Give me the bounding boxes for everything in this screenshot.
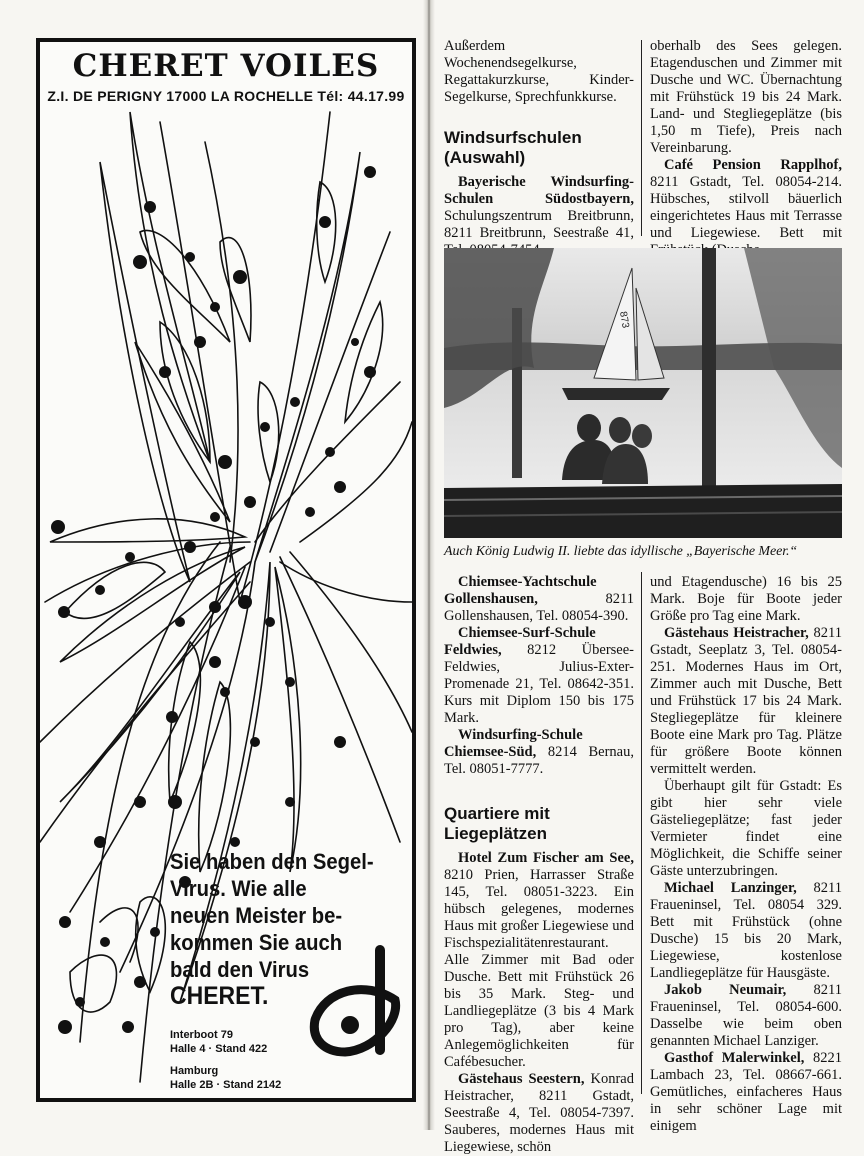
listing-name: Gästehaus Heistracher,: [664, 625, 809, 641]
listing-name: Gästehaus Seestern,: [458, 1071, 585, 1087]
listing-text: 8211 Gstadt, Seeplatz 3, Tel. 08054-251. Modernes Haus im Ort, Zimmer auch mit Dusche, Bett und Frühstück 17 bis 24 Mark. Stegliegeplätze für kleinere Boote eine Mark pro Tag. Plätze für größere Boote können vermittelt werden.: [650, 625, 842, 777]
listing-entry: [650, 157, 842, 259]
sail-number: 873: [617, 310, 631, 329]
paragraph: Überhaupt gilt für Gstadt: Es gibt hier sehr viele Gästeliegeplätze; fast jeder Vermieter findet eine Möglichkeit, die Schiffe seiner Gäste unterzubringen.: [650, 778, 842, 879]
article-column-1: [444, 38, 634, 259]
cheret-logo: [305, 940, 405, 1065]
ad-brand-name: CHERET VOILES: [72, 48, 380, 84]
listing-entry: [444, 574, 634, 625]
article-column-2: [650, 38, 842, 241]
listing-entry: [444, 850, 634, 1071]
photo-caption: Auch König Ludwig II. liebte das idyllische „Bayerische Meer.“: [444, 544, 798, 559]
ad-fair-interboot: [170, 1028, 267, 1056]
section-heading: Quartiere mit Liegeplätzen: [444, 804, 550, 843]
listing-text: 8214 Bernau, Tel. 08051-7777.: [444, 744, 634, 777]
listing-text: 8211 Fraueninsel, Tel. 08054 329. Bett mit Frühstück (ohne Dusche) 15 bis 20 Mark, Liegewiese, kostenlose Landliegeplätze für Hausgäste.: [650, 880, 843, 981]
listing-text: Konrad Heistracher, 8211 Gstadt, Seestraße 4, Tel. 08054-7397. Sauberes, modernes Haus mit Liegewiese, schön: [444, 1071, 634, 1155]
listing-text: 8212 Übersee-Feldwies, Julius-Exter-Promenade 21, Tel. 08642-351. Kurs mit Diplom 150 bis 175 Mark.: [444, 642, 634, 726]
ad-fair-name: Hamburg: [170, 1065, 219, 1077]
ad-address: Z.I. DE PERIGNY 17000 LA ROCHELLE Tél: 44.17.99: [47, 88, 405, 104]
column-rule: [641, 572, 642, 1094]
listing-entry: [650, 1050, 842, 1135]
book-gutter: [423, 0, 435, 1130]
listing-entry: [444, 625, 634, 727]
ad-fair-name: Interboot 79: [170, 1029, 233, 1041]
ad-slogan-brand: CHERET.: [170, 982, 269, 1010]
listing-text: 8211 Gollenshausen, Tel. 08054-390.: [444, 591, 634, 624]
listing-name: Jakob Neumair,: [664, 982, 787, 998]
listing-name: Windsurfing-Schule Chiemsee-Süd,: [444, 727, 583, 760]
listing-entry: [650, 982, 842, 1050]
ad-slogan-line: Virus. Wie alle: [170, 876, 307, 901]
paragraph: und Etagendusche) 16 bis 25 Mark. Boje für Boote jeder Größe pro Tag eine Mark.: [650, 574, 842, 624]
listing-entry: [444, 174, 634, 259]
listing-text: 8211 Gstadt, Tel. 08054-214. Hübsches, stilvoll bäuerlich eingerichtetes Haus mit Terrasse und Liegewiese. Bett mit: [650, 174, 842, 241]
section-heading: Windsurfschulen (Auswahl): [444, 128, 582, 167]
listing-entry: [650, 880, 842, 982]
listing-entry: [444, 1071, 634, 1156]
listing-name: Bayerische Windsurfing-Schulen Südostbayern,: [444, 174, 634, 207]
listing-text: 8211 Fraueninsel, Tel. 08054-600. Dasselbe wie beim oben genannten Michael Lanziger.: [650, 982, 842, 1049]
listing-name: Café Pension Rapplhof,: [664, 157, 842, 173]
ad-fair-hamburg: [170, 1064, 281, 1092]
ad-slogan-line: neuen Meister be-: [170, 903, 343, 928]
listing-name: Chiemsee-Surf-Schule Feldwies,: [444, 625, 596, 658]
ad-slogan-line: kommen Sie auch: [170, 930, 343, 955]
lake-photo: [444, 248, 842, 538]
paragraph: Außerdem Wochenendsegelkurse, Regattakurzkurse, Kinder-Segelkurse, Sprechfunkkurse.: [444, 38, 634, 105]
listing-text: 8221 Lambach 23, Tel. 08667-661. Gemütliches, einfacheres Haus in sehr schöner Lage mit einigem: [650, 1050, 843, 1134]
lake-photo-image: [444, 248, 842, 538]
paragraph: oberhalb des Sees gelegen. Etagenduschen und Zimmer mit Dusche und WC. Übernachtung mit Frühstück 19 bis 24 Mark. Land- und Stegliegeplätze (bis 1,50 m Tiefe), Preis nach Vereinbarung.: [650, 38, 842, 156]
ad-slogan-line: bald den Virus: [170, 957, 310, 982]
listing-name: Hotel Zum Fischer am See,: [458, 850, 634, 866]
article-column-3: [444, 574, 634, 1156]
listing-text: 8210 Prien, Harrasser Straße 145, Tel. 08051-3223. Ein hübsch gelegenes, modernes Haus mit großer Liegewiese und Fischspezialitätenrestaurant. Alle Zimmer mit Bad oder Dusche. Bett mit Frühstück 26 bis 35 Mark. Steg- und Landliegeplätze (3 bis 4 Mark pro Tag), aber keine Anlegemöglichkeiten für Cafébesucher.: [444, 867, 634, 1070]
ad-slogan-line: Sie haben den Segel-: [170, 849, 374, 874]
listing-entry: [650, 625, 842, 778]
cheret-advertisement: [36, 38, 416, 1102]
article-column-4: [650, 574, 842, 1135]
listing-text: Schulungszentrum Breitbrunn, 8211 Breitbrunn, Seestraße 41,: [444, 208, 634, 241]
listing-name: Gasthof Malerwinkel,: [664, 1050, 805, 1066]
listing-entry: [444, 727, 634, 778]
listing-name: Michael Lanzinger,: [664, 880, 797, 896]
ad-fair-detail: Halle 2B · Stand 2142: [170, 1079, 282, 1091]
listing-name: Chiemsee-Yachtschule Gollenshausen,: [444, 574, 597, 607]
column-rule: [641, 40, 642, 236]
ad-fair-detail: Halle 4 · Stand 422: [170, 1043, 268, 1055]
